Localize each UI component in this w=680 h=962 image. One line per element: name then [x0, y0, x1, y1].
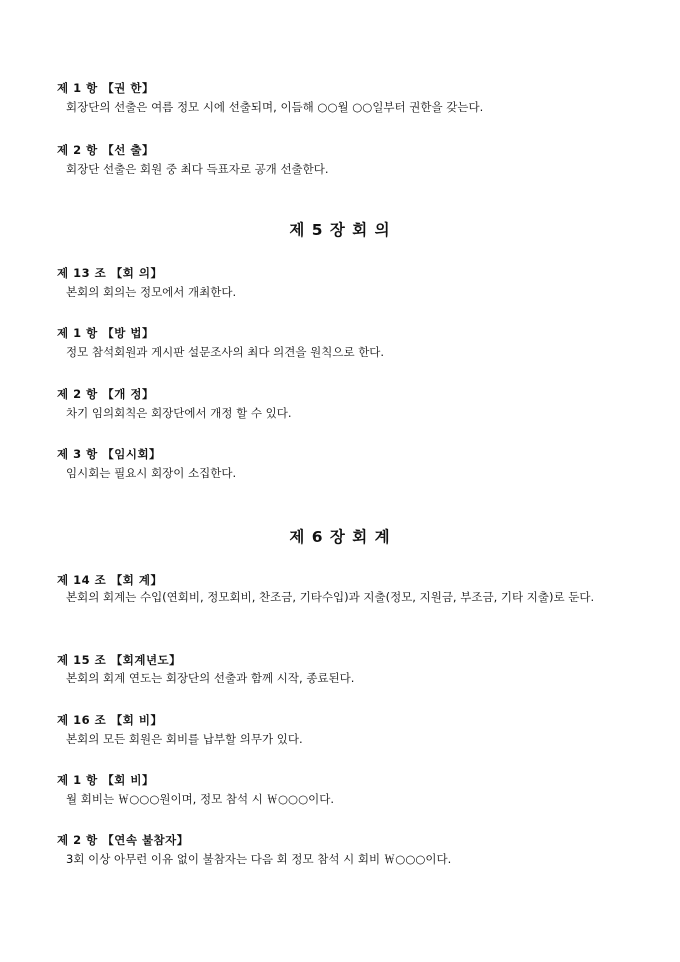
article-heading: 제 2 항 【연속 불참자】 [57, 833, 189, 847]
article-text: 월 회비는 ￦○○○원이며, 정모 참석 시 ￦○○○이다. [66, 792, 334, 806]
article-heading: 제 15 조 【회계년도】 [57, 653, 182, 667]
article-heading: 제 13 조 【회 의】 [57, 266, 163, 280]
article-heading: 제 16 조 【회 비】 [57, 713, 163, 727]
article-heading: 제 1 항 【권 한】 [57, 81, 154, 95]
article-text: 회장단 선출은 회원 중 최다 득표자로 공개 선출한다. [66, 162, 329, 176]
article-text: 3회 이상 아무런 이유 없이 불참자는 다음 회 정모 참석 시 회비 ￦○○○이다. [66, 852, 452, 866]
chapter-title: 제 6 장 회 계 [289, 528, 391, 546]
article-heading: 제 1 항 【방 법】 [57, 326, 154, 340]
article-text: 차기 임의회칙은 회장단에서 개정 할 수 있다. [66, 406, 292, 420]
article-heading: 제 3 항 【임시회】 [57, 447, 162, 461]
article-heading: 제 2 항 【개 정】 [57, 387, 154, 401]
article-text: 본회의 회계는 수입(연회비, 정모회비, 찬조금, 기타수입)과 지출(정모, 지원금, 부조금, 기타 지출)로 둔다. [66, 590, 595, 604]
article-heading: 제 1 항 【회 비】 [57, 773, 154, 787]
article-text: 본회의 회의는 정모에서 개최한다. [66, 285, 237, 299]
article-text: 회장단의 선출은 여름 정모 시에 선출되며, 이듬해 ○○월 ○○일부터 권한을 갖는다. [66, 100, 484, 114]
article-text: 임시회는 필요시 회장이 소집한다. [66, 466, 237, 480]
article-text: 정모 참석회원과 게시판 설문조사의 최다 의견을 원칙으로 한다. [66, 345, 385, 359]
article-text: 본회의 회계 연도는 회장단의 선출과 함께 시작, 종료된다. [66, 671, 355, 685]
chapter-title: 제 5 장 회 의 [289, 221, 391, 239]
article-heading: 제 2 항 【선 출】 [57, 143, 154, 157]
article-heading: 제 14 조 【회 계】 [57, 573, 163, 587]
article-text: 본회의 모든 회원은 회비를 납부할 의무가 있다. [66, 732, 303, 746]
